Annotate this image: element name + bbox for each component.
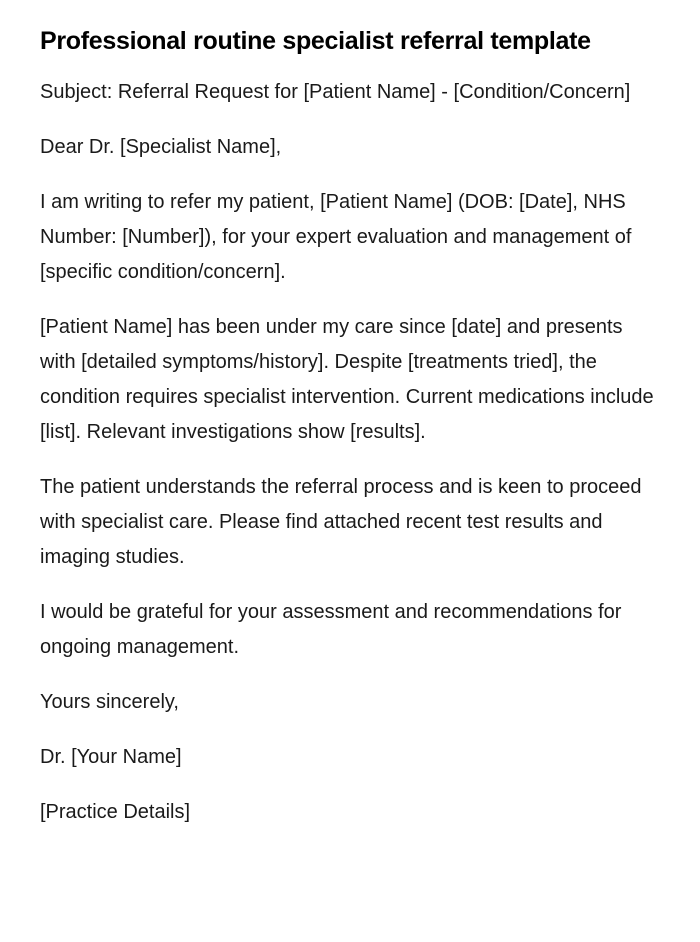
letter-practice-details: [Practice Details] [40, 801, 191, 823]
letter-paragraph-clinical-history: [Patient Name] has been under my care since [date] and presents with [detailed symptoms/history]. Despite [treatments tried], the condition requires specialist intervention. Current medications include [list]. Relevant investigations show [results]. [40, 316, 654, 443]
letter-subject: Subject: Referral Request for [Patient Name] - [Condition/Concern] [40, 81, 631, 103]
letter-paragraph-referral-intro: I am writing to refer my patient, [Patient Name] (DOB: [Date], NHS Number: [Number]), for your expert evaluation and management of [specific condition/concern]. [40, 191, 632, 283]
letter-salutation: Dear Dr. [Specialist Name], [40, 136, 282, 158]
letter-paragraph-patient-consent: The patient understands the referral process and is keen to proceed with specialist care. Please find attached recent test results and imaging studies. [40, 476, 642, 568]
letter-signature: Dr. [Your Name] [40, 746, 182, 768]
document-title: Professional routine specialist referral template [40, 27, 591, 55]
letter-closing: Yours sincerely, [40, 691, 179, 713]
letter-paragraph-request: I would be grateful for your assessment and recommendations for ongoing management. [40, 601, 622, 658]
